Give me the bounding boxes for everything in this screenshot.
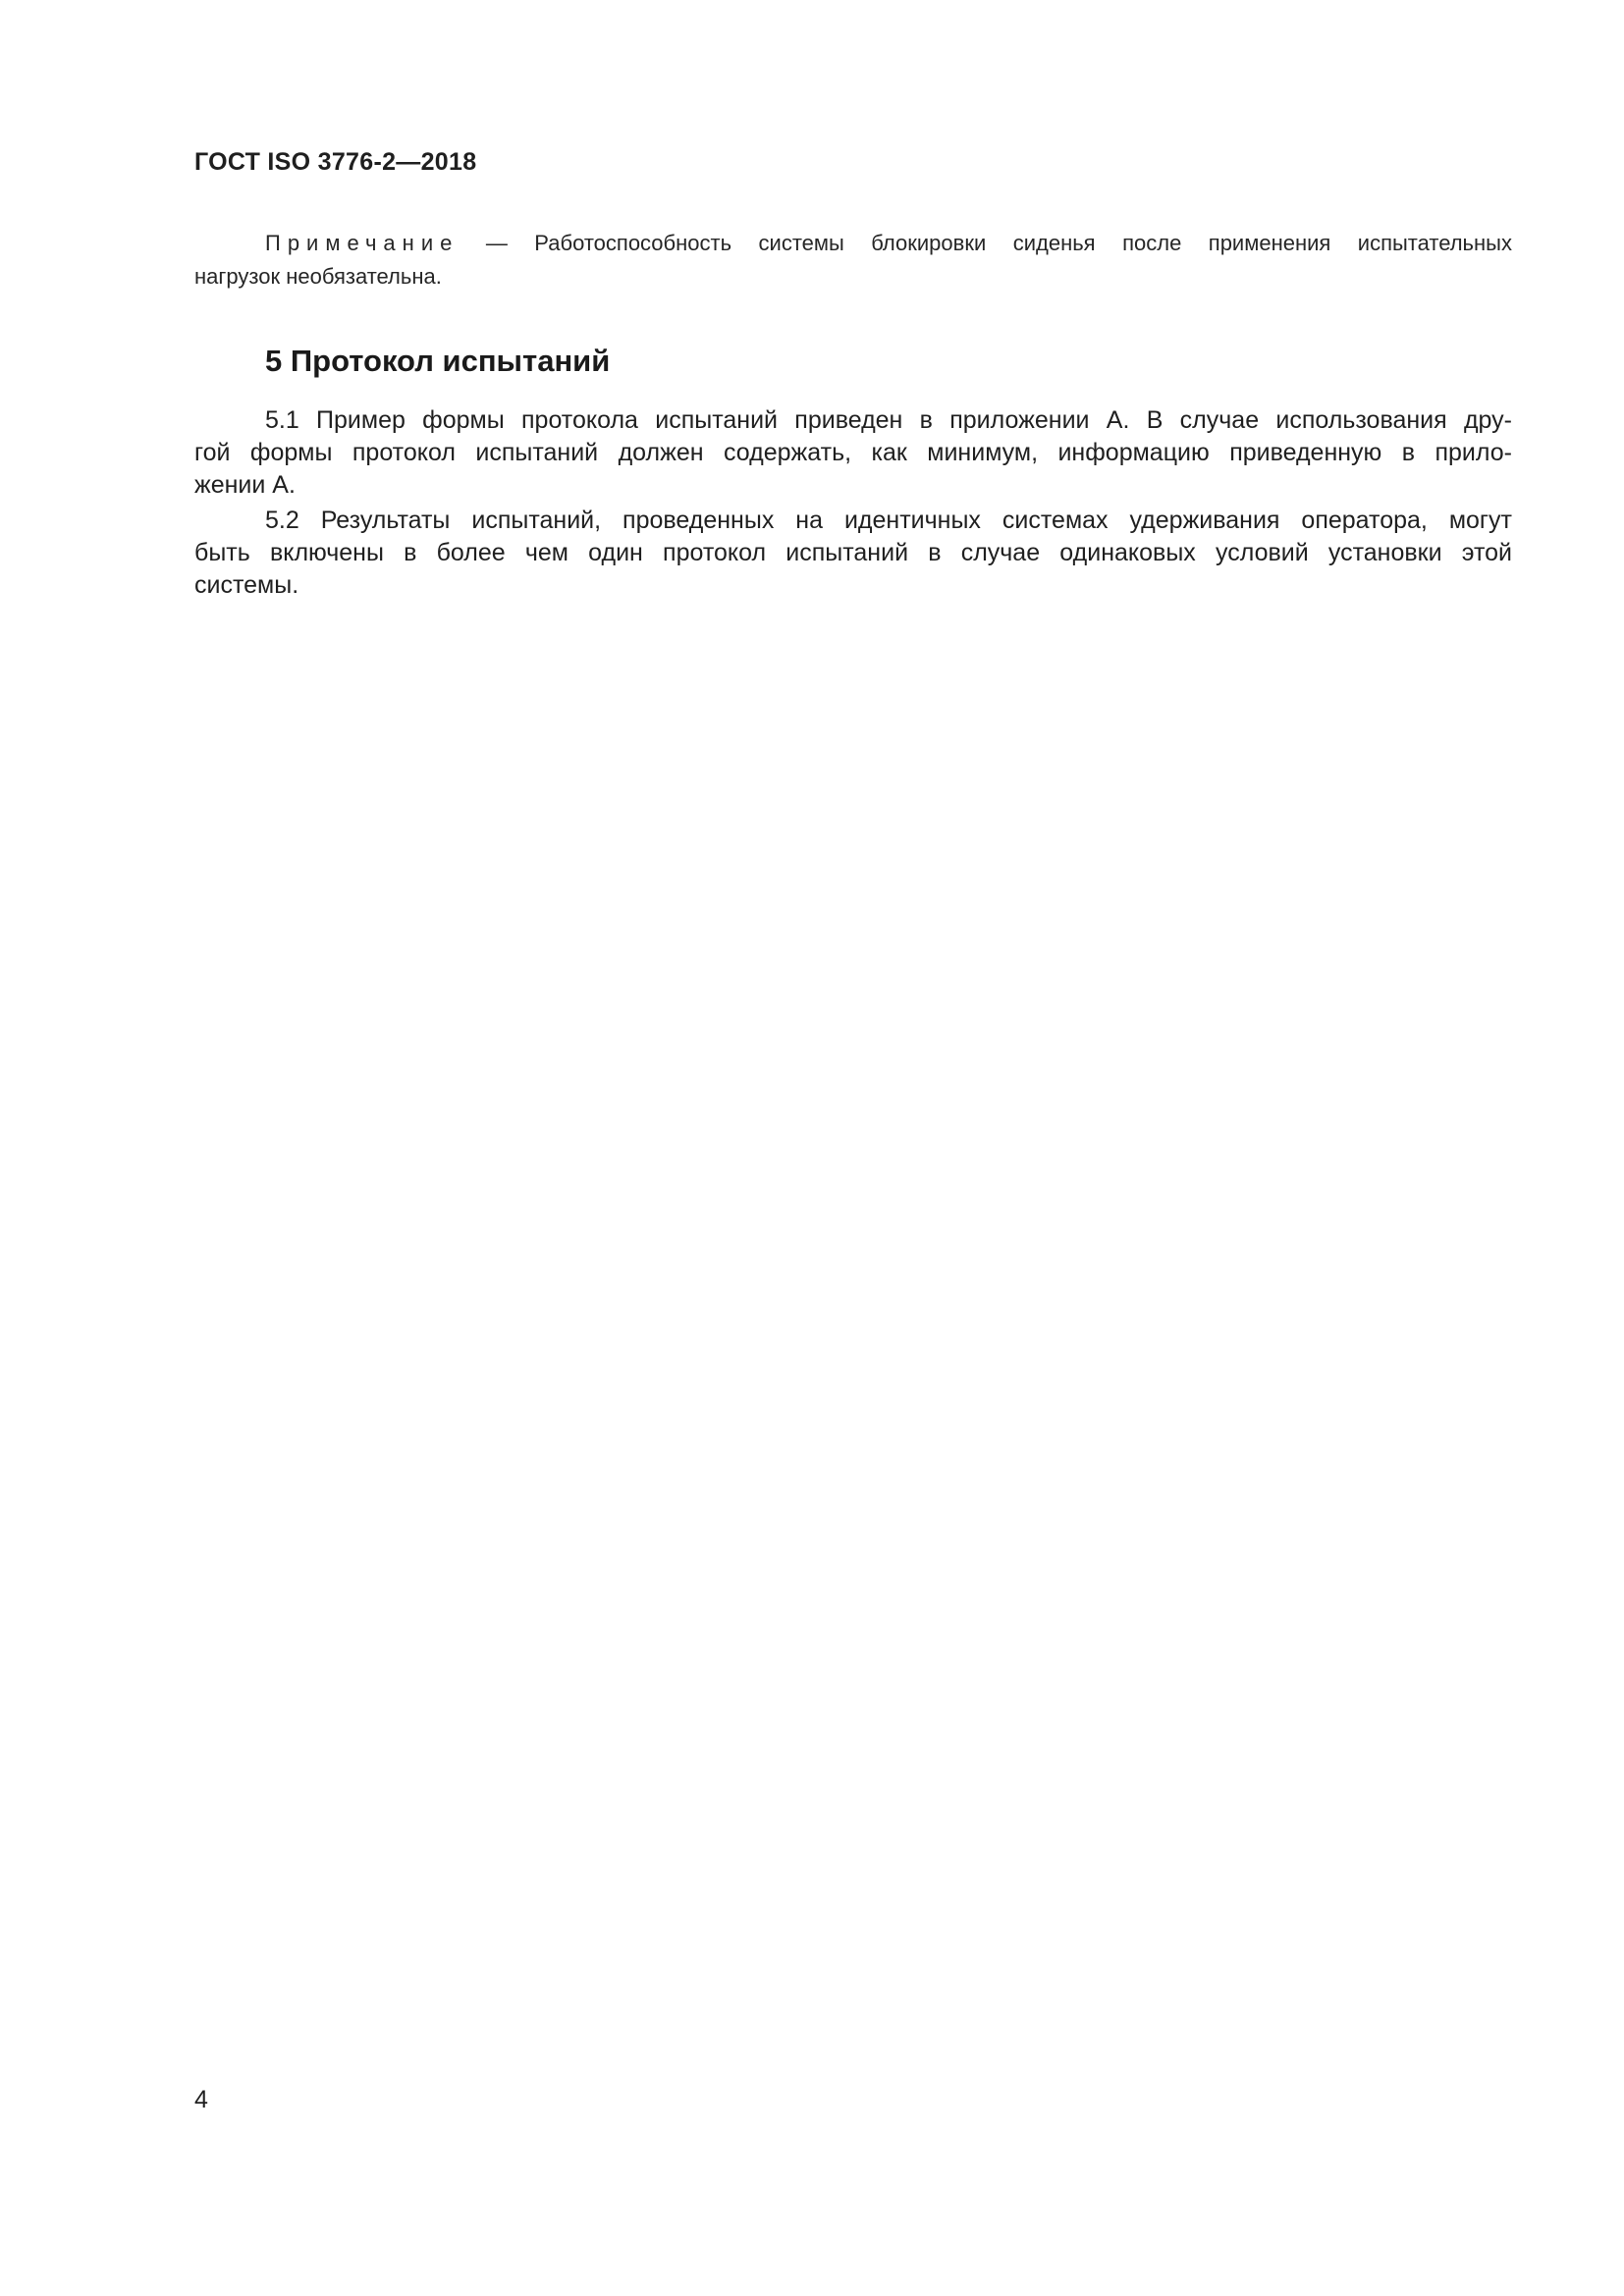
- section-title: 5 Протокол испытаний: [265, 344, 611, 378]
- document-header: ГОСТ ISO 3776-2—2018: [194, 148, 477, 176]
- note-label: Примечание: [265, 231, 460, 255]
- paragraph-line: гой формы протокол испытаний должен содержать, как минимум, информацию приведенную в прило-: [194, 439, 1512, 466]
- paragraph-5-1: [194, 404, 1512, 502]
- paragraph-5-2: [194, 505, 1512, 602]
- paragraph-line: жении А.: [194, 471, 296, 499]
- paragraph-line: 5.2 Результаты испытаний, проведенных на идентичных системах удерживания оператора, могут: [265, 507, 1512, 534]
- note-text-line2: нагрузок необязательна.: [194, 264, 442, 289]
- paragraph-line: быть включены в более чем один протокол испытаний в случае одинаковых условий установки этой: [194, 539, 1512, 566]
- paragraph-line: системы.: [194, 571, 299, 599]
- page-number: 4: [194, 2086, 208, 2113]
- note-text-line1: — Работоспособность системы блокировки сиденья после применения испытательных: [459, 231, 1512, 255]
- note: [194, 227, 1512, 294]
- paragraph-line: 5.1 Пример формы протокола испытаний приведен в приложении А. В случае использования дру-: [265, 406, 1512, 434]
